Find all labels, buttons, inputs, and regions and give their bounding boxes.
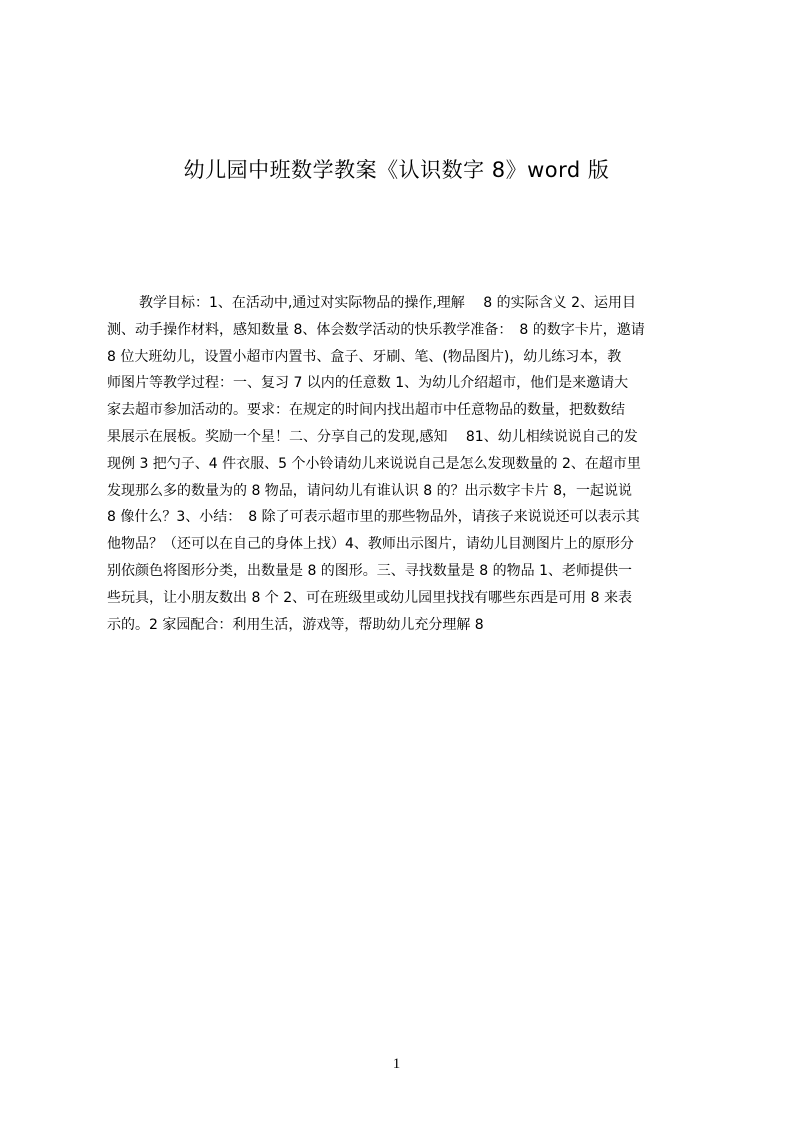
- body-line: 现例 3 把勺子、4 件衣服、5 个小铃请幼儿来说说自己是怎么发现数量的 2、在超市里: [107, 455, 641, 472]
- page-number: 1: [392, 1056, 401, 1072]
- body-line: 发现那么多的数量为的 8 物品，请问幼儿有谁认识 8 的？出示数字卡片 8，一起说说: [107, 482, 632, 499]
- body-line: 8 像什么？3、小结： 8 除了可表示超市里的那些物品外，请孩子来说说还可以表示其: [107, 509, 640, 526]
- document-title: 幼儿园中班数学教案《认识数字 8》word 版: [183, 158, 610, 183]
- body-line: 8 位大班幼儿，设置小超市内置书、盒子、牙刷、笔、(物品图片)，幼儿练习本，教: [107, 348, 622, 365]
- body-line: 家去超市参加活动的。要求：在规定的时间内找出超市中任意物品的数量，把数数结: [107, 402, 625, 419]
- body-line: 教学目标：1、在活动中,通过对实际物品的操作,理解 8 的实际含义 2、运用目: [139, 295, 636, 311]
- body-line: 他物品？（还可以在自己的身体上找）4、教师出示图片，请幼儿目测图片上的原形分: [107, 536, 634, 553]
- body-line: 别依颜色将图形分类，出数量是 8 的图形。三、寻找数量是 8 的物品 1、老师提供一: [107, 562, 632, 579]
- body-line: 测、动手操作材料，感知数量 8、体会数学活动的快乐教学准备： 8 的数字卡片，邀请: [107, 321, 645, 338]
- document-body: [107, 290, 698, 640]
- body-line: 师图片等教学过程：一、复习 7 以内的任意数 1、为幼儿介绍超市，他们是来邀请大: [107, 375, 629, 392]
- body-line: 些玩具，让小朋友数出 8 个 2、可在班级里或幼儿园里找找有哪些东西是可用 8 来表: [107, 589, 632, 606]
- body-line: 果展示在展板。奖励一个星！二、分享自己的发现,感知 81、幼儿相续说说自己的发: [107, 428, 638, 445]
- body-line: 示的。2 家园配合：利用生活，游戏等，帮助幼儿充分理解 8: [107, 616, 484, 633]
